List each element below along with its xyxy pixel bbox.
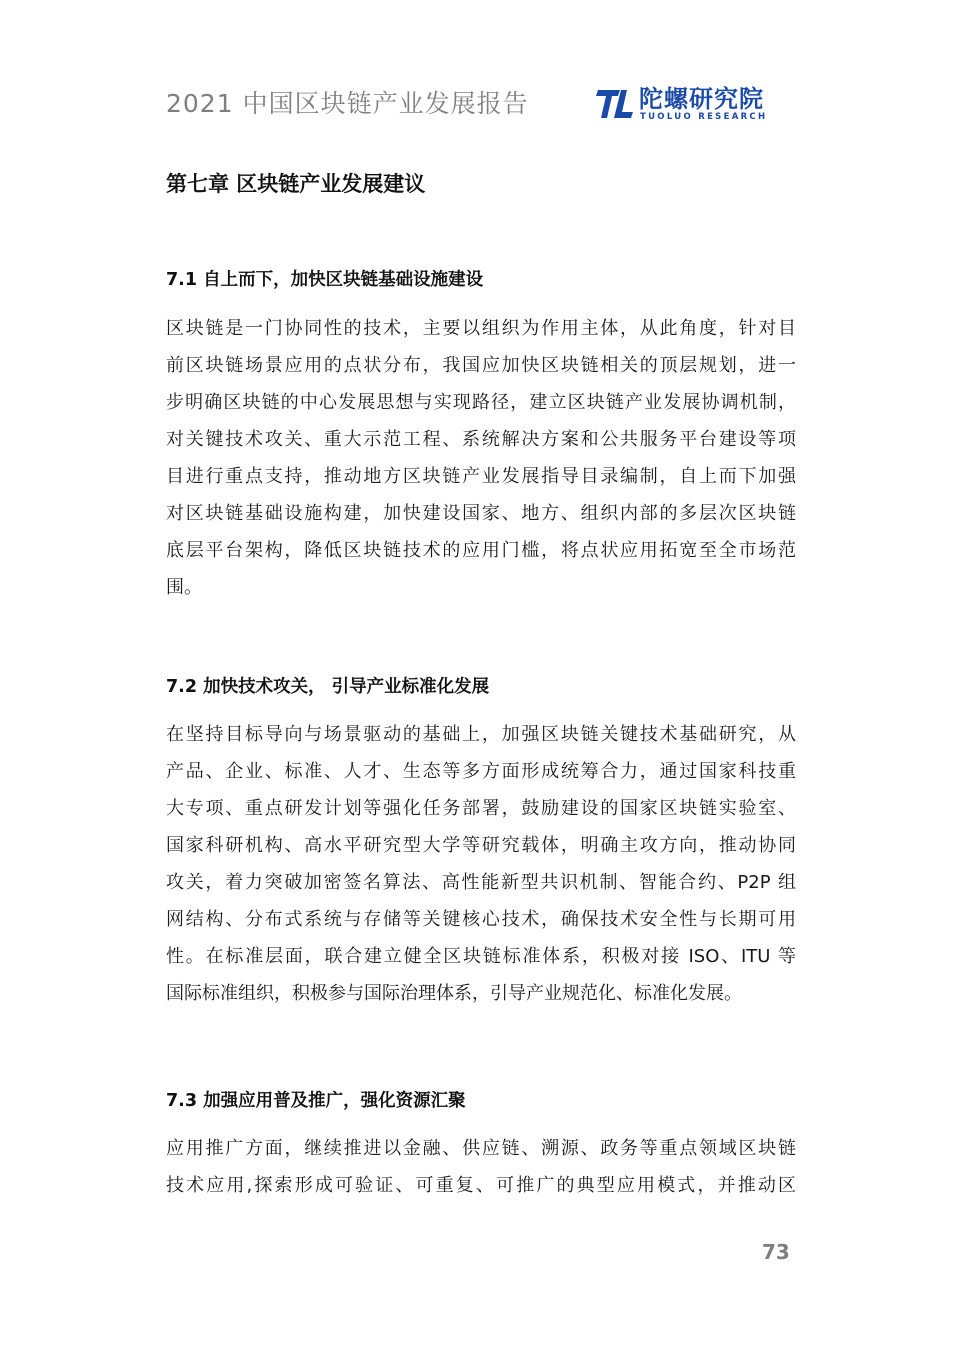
paragraph-line: 网结构、分布式系统与存储等关键核心技术，确保技术安全性与长期可用: [166, 909, 796, 930]
section-paragraph-7-1: [166, 310, 796, 606]
paragraph-line: 对区块链基础设施构建，加快建设国家、地方、组织内部的多层次区块链: [166, 503, 796, 524]
report-title: 2021 中国区块链产业发展报告: [166, 89, 529, 118]
paragraph-line: 攻关，着力突破加密签名算法、高性能新型共识机制、智能合约、P2P 组: [166, 872, 796, 893]
paragraph-line: 前区块链场景应用的点状分布，我国应加快区块链相关的顶层规划，进一: [166, 355, 796, 376]
tl-logo-icon: [596, 88, 634, 120]
logo-name-cn: 陀螺研究院: [639, 85, 764, 113]
tuoluo-research-logo: [596, 86, 776, 126]
paragraph-line: 性。在标准层面，联合建立健全区块链标准体系，积极对接 ISO、ITU 等: [166, 946, 796, 967]
paragraph-line: 国家科研机构、高水平研究型大学等研究载体，明确主攻方向，推动协同: [166, 835, 796, 856]
paragraph-line: 在坚持目标导向与场景驱动的基础上，加强区块链关键技术基础研究，从: [166, 724, 796, 745]
paragraph-line: 区块链是一门协同性的技术，主要以组织为作用主体，从此角度，针对目: [166, 318, 796, 339]
section-paragraph-7-3: [166, 1130, 796, 1204]
paragraph-line: 大专项、重点研发计划等强化任务部署，鼓励建设的国家区块链实验室、: [166, 798, 796, 819]
paragraph-line: 底层平台架构，降低区块链技术的应用门槛，将点状应用拓宽至全市场范: [166, 540, 796, 561]
chapter-title: 第七章 区块链产业发展建议: [166, 172, 426, 196]
section-paragraph-7-2: [166, 716, 796, 1012]
section-heading-7-3: 7.3 加强应用普及推广，强化资源汇聚: [166, 1091, 466, 1111]
section-heading-7-2: 7.2 加快技术攻关， 引导产业标准化发展: [166, 677, 490, 697]
paragraph-line: 对关键技术攻关、重大示范工程、系统解决方案和公共服务平台建设等项: [166, 429, 796, 450]
page-number: 73: [762, 1240, 790, 1264]
section-heading-7-1: 7.1 自上而下，加快区块链基础设施建设: [166, 270, 484, 290]
paragraph-line: 围。: [166, 577, 202, 598]
logo-name-en: TUOLUO RESEARCH: [640, 112, 768, 122]
paragraph-line: 国际标准组织，积极参与国际治理体系，引导产业规范化、标准化发展。: [166, 983, 742, 1004]
paragraph-line: 应用推广方面，继续推进以金融、供应链、溯源、政务等重点领域区块链: [166, 1138, 796, 1159]
paragraph-line: 产品、企业、标准、人才、生态等多方面形成统筹合力，通过国家科技重: [166, 761, 796, 782]
paragraph-line: 步明确区块链的中心发展思想与实现路径，建立区块链产业发展协调机制，: [166, 392, 796, 413]
paragraph-line: 目进行重点支持，推动地方区块链产业发展指导目录编制，自上而下加强: [166, 466, 796, 487]
paragraph-line: 技术应用,探索形成可验证、可重复、可推广的典型应用模式，并推动区: [166, 1175, 796, 1196]
